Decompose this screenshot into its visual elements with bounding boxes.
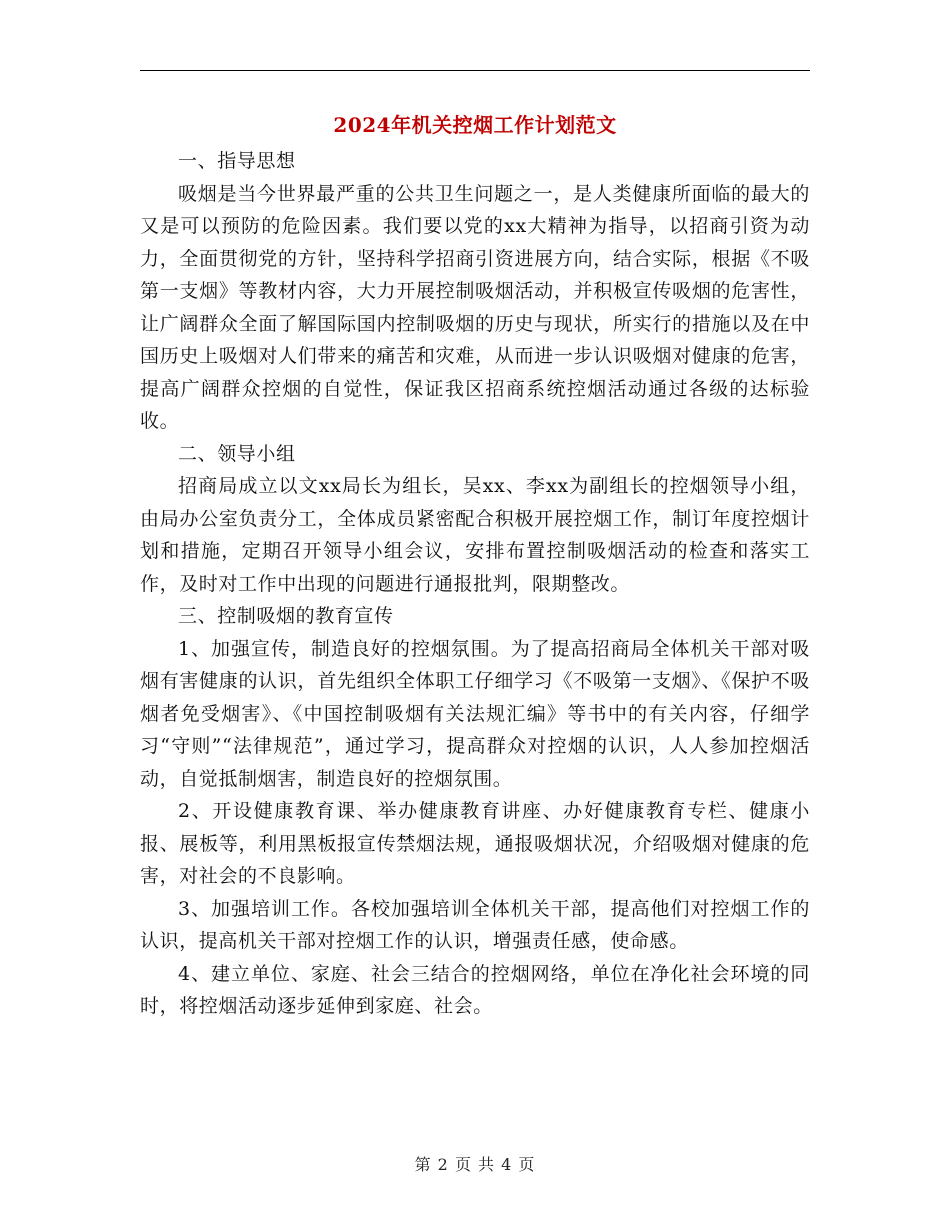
paragraph-item-4: 4、建立单位、家庭、社会三结合的控烟网络，单位在净化社会环境的同时，将控烟活动逐步延伸到家庭、社会。 xyxy=(140,962,810,1017)
paragraph-guiding-ideology: 吸烟是当今世界最严重的公共卫生问题之一，是人类健康所面临的最大的又是可以预防的危险因素。我们要以党的xx大精神为指导，以招商引资为动力，全面贯彻党的方针，坚持科学招商引资进展方向，结合实际，根据《不吸第一支烟》等教材内容，大力开展控制吸烟活动，并积极宣传吸烟的危害性，让广阔群众全面了解国际国内控制吸烟的历史与现状，所实行的措施以及在中国历史上吸烟对人们带来的痛苦和灾难，从而进一步认识吸烟对健康的危害，提高广阔群众控烟的自觉性，保证我区招商系统控烟活动通过各级的达标验收。 xyxy=(140,182,810,432)
section-heading-leadership-group: 二、领导小组 xyxy=(178,442,296,465)
document-title: 2024年机关控烟工作计划范文 xyxy=(333,113,617,137)
section-heading-guiding-ideology: 一、指导思想 xyxy=(178,150,296,172)
document-page xyxy=(140,105,810,1023)
page-number-footer: 第 2 页 共 4 页 xyxy=(414,1155,536,1174)
paragraph-item-2: 2、开设健康教育课、举办健康教育讲座、办好健康教育专栏、健康小报、展板等，利用黑板报宣传禁烟法规，通报吸烟状况，介绍吸烟对健康的危害，对社会的不良影响。 xyxy=(140,800,810,887)
section-heading-education-publicity: 三、控制吸烟的教育宣传 xyxy=(178,605,394,627)
paragraph-item-3: 3、加强培训工作。各校加强培训全体机关干部，提高他们对控烟工作的认识，提高机关干部对控烟工作的认识，增强责任感，使命感。 xyxy=(140,897,810,952)
paragraph-leadership-group: 招商局成立以文xx局长为组长，吴xx、李xx为副组长的控烟领导小组，由局办公室负责分工，全体成员紧密配合积极开展控烟工作，制订年度控烟计划和措施，定期召开领导小组会议，安排布置控制吸烟活动的检查和落实工作，及时对工作中出现的问题进行通报批判，限期整改。 xyxy=(140,475,810,595)
paragraph-item-1: 1、加强宣传，制造良好的控烟氛围。为了提高招商局全体机关干部对吸烟有害健康的认识，首先组织全体职工仔细学习《不吸第一支烟》、《保护不吸烟者免受烟害》、《中国控制吸烟有关法规汇编》等书中的有关内容，仔细学习“守则”“法律规范”，通过学习，提高群众对控烟的认识，人人参加控烟活动，自觉抵制烟害，制造良好的控烟氛围。 xyxy=(140,637,810,790)
header-rule xyxy=(140,70,810,71)
